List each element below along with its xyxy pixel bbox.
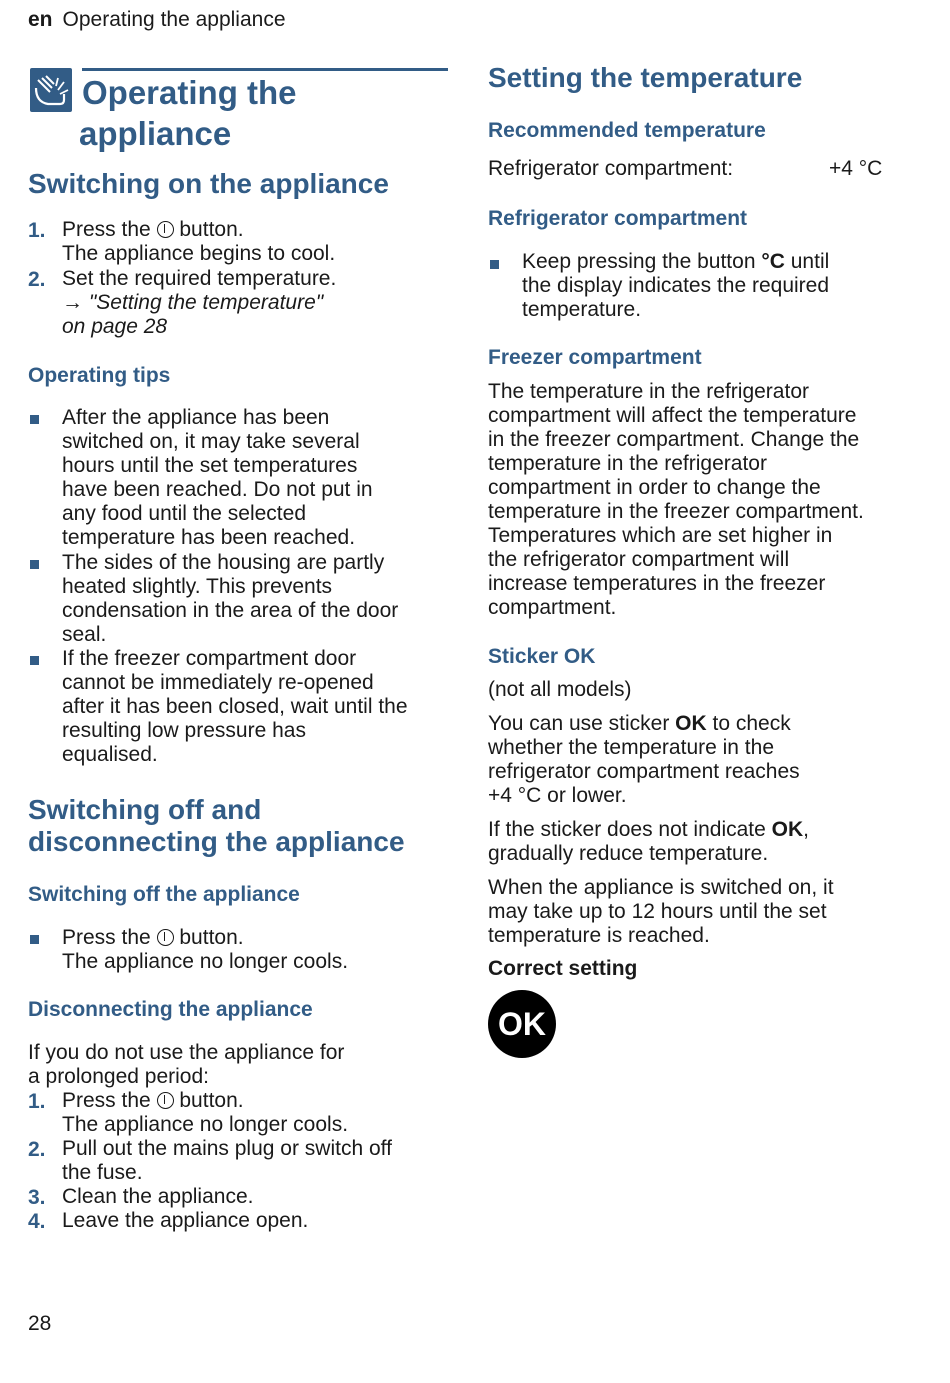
page-title: Operating the appliance (79, 74, 297, 152)
operating-tips-heading: Operating tips (28, 364, 171, 387)
recommended-temperature-heading: Recommended temperature (488, 119, 766, 142)
step-1-text: Press the button. The appliance begins to cool. (62, 218, 336, 265)
recommended-value: +4 °C (829, 157, 883, 180)
switching-on-heading: Switching on the appliance (28, 168, 389, 199)
step-2-text: Set the required temperature. → "Setting the temperature" on page 28 (62, 267, 337, 338)
setting-temperature-heading: Setting the temperature (488, 62, 803, 93)
bullet-icon (30, 935, 39, 944)
step-number: 2. (28, 1138, 46, 1161)
power-button-icon (157, 929, 174, 946)
sticker-note: (not all models) (488, 678, 632, 701)
cross-reference: → "Setting the temperature" (62, 291, 324, 314)
step-number: 1. (28, 1090, 46, 1113)
disconnect-step-3: Clean the appliance. (62, 1185, 254, 1208)
correct-setting-label: Correct setting (488, 957, 638, 980)
page-number: 28 (28, 1312, 52, 1335)
disconnect-step-2: Pull out the mains plug or switch off the fuse. (62, 1137, 392, 1184)
running-header (28, 8, 286, 32)
header-section: Operating the appliance (62, 8, 286, 31)
language-code: en (28, 8, 53, 31)
bullet-icon (30, 656, 39, 665)
disconnect-step-1: Press the button. The appliance no longer cools. (62, 1089, 349, 1136)
power-button-icon (157, 1092, 174, 1109)
sticker-ok-heading: Sticker OK (488, 645, 596, 668)
freezer-compartment-heading: Freezer compartment (488, 346, 702, 369)
disconnecting-heading: Disconnecting the appliance (28, 998, 313, 1021)
disconnecting-intro: If you do not use the appliance for a prolonged period: (28, 1041, 345, 1088)
tip-item: If the freezer compartment door cannot be immediately re-opened after it has been closed, wait until the resulting low pressure has equalised. (62, 647, 408, 766)
switching-off-disconnecting-heading: Switching off and disconnecting the appliance (28, 794, 405, 857)
bullet-icon (490, 260, 499, 269)
step-number: 2. (28, 268, 46, 291)
disconnect-step-4: Leave the appliance open. (62, 1209, 309, 1232)
freezer-paragraph: The temperature in the refrigerator compartment will affect the temperature in the freezer compartment. Change the temperature in the refrigerator compartment in order to change the temperature in the freezer compartment. Temperatures which are set higher in the refrigerator compartment will increase temperatures in the freezer compartment. (488, 380, 864, 619)
sticker-paragraph-3: When the appliance is switched on, it may take up to 12 hours until the set temperature is reached. (488, 876, 834, 947)
ok-sticker-badge: OK (488, 990, 556, 1058)
step-number: 1. (28, 219, 46, 242)
recommended-label: Refrigerator compartment: (488, 157, 734, 180)
operating-hand-icon (30, 68, 72, 112)
bullet-icon (30, 415, 39, 424)
sticker-paragraph-1: You can use sticker OK to check whether the temperature in the refrigerator compartment reaches +4 °C or lower. (488, 712, 800, 807)
title-rule (82, 68, 448, 71)
fridge-item: Keep pressing the button °C until the display indicates the required temperature. (522, 250, 830, 321)
step-number: 4. (28, 1210, 46, 1233)
step-number: 3. (28, 1186, 46, 1209)
switching-off-heading: Switching off the appliance (28, 883, 300, 906)
tip-item: After the appliance has been switched on, it may take several hours until the set temperatures have been reached. Do not put in any food until the selected temperature has been reached. (62, 406, 373, 549)
tip-item: The sides of the housing are partly heated slightly. This prevents condensation in the area of the door seal. (62, 551, 399, 646)
celsius-button-label: °C (761, 250, 785, 273)
sticker-paragraph-2: If the sticker does not indicate OK, gradually reduce temperature. (488, 818, 809, 865)
power-button-icon (157, 221, 174, 238)
refrigerator-compartment-heading: Refrigerator compartment (488, 207, 748, 230)
bullet-icon (30, 560, 39, 569)
switch-off-item: Press the button. The appliance no longer cools. (62, 926, 349, 973)
